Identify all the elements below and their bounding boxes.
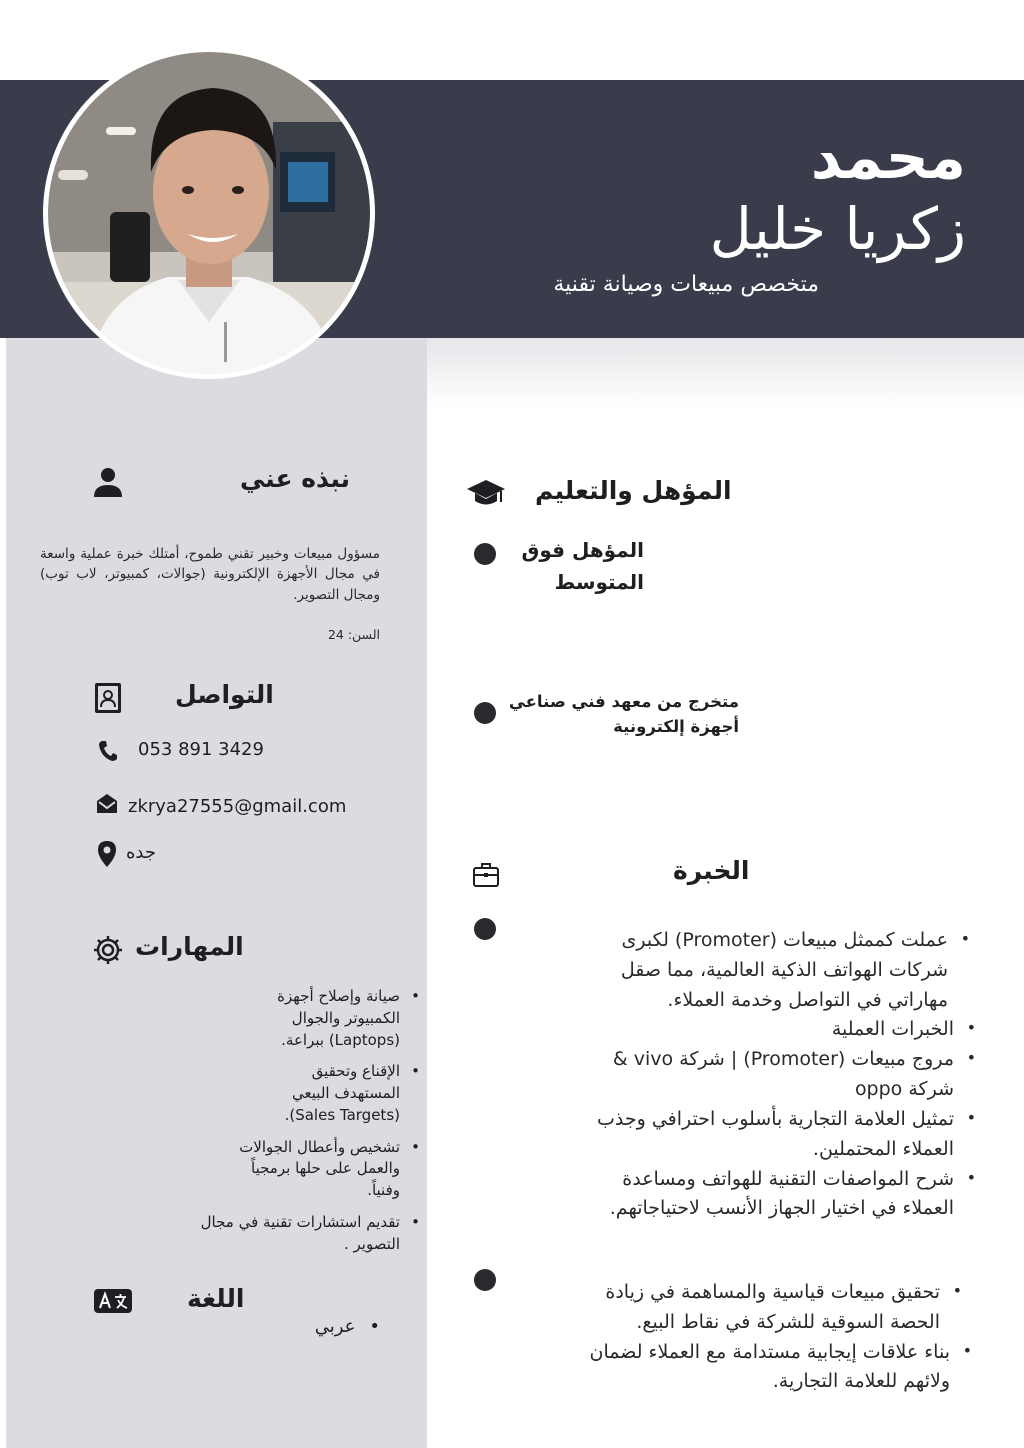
contact-title: التواصل <box>175 680 274 709</box>
translate-icon <box>93 1288 133 1316</box>
education-qualification: المؤهل فوق المتوسط <box>521 538 644 594</box>
timeline-dot <box>474 918 496 940</box>
gear-icon <box>92 934 124 966</box>
email-address[interactable]: zkrya27555@gmail.com <box>128 796 347 817</box>
left-sidebar <box>6 338 427 1448</box>
experience-item: • بناء علاقات إيجابية مستدامة مع العملاء لضمان ولائهم للعلامة التجارية. <box>550 1338 950 1398</box>
experience-list-2 <box>550 1278 950 1397</box>
phone-number[interactable]: 053 891 3429 <box>138 739 264 760</box>
experience-list-1 <box>568 926 954 1224</box>
skill-item: • الإقناع وتحقيق المستهدف البيعي (Sales Targets). <box>140 1061 400 1126</box>
skill-item: • تقديم استشارات تقنية في مجال التصوير . <box>140 1212 400 1256</box>
graduation-cap-icon <box>466 478 506 508</box>
city: جده <box>126 842 157 863</box>
skills-title: المهارات <box>135 932 244 961</box>
contact-book-icon <box>93 682 123 714</box>
timeline-dot <box>474 1269 496 1291</box>
about-text: مسؤول مبيعات وخبير تقني طموح، أمتلك خبرة عملية واسعة في مجال الأجهزة الإلكترونية (جوالات، كمبيوتر، لاب توب) ومجال التصوير. <box>40 546 380 603</box>
briefcase-icon <box>472 860 500 888</box>
skill-item: • صيانة وإصلاح أجهزة الكمبيوتر والجوال (Laptops) ببراعة. <box>140 986 400 1051</box>
experience-item: • شرح المواصفات التقنية للهواتف ومساعدة العملاء في اختيار الجهاز الأنسب لاحتياجاتهم. <box>568 1165 954 1225</box>
profile-photo <box>48 52 370 374</box>
education-title: المؤهل والتعليم <box>535 476 732 505</box>
education-institute: متخرج من معهد فني صناعي أجهزة إلكترونية <box>508 692 739 736</box>
experience-title: الخبرة <box>673 856 750 885</box>
language-item: • عربي <box>300 1316 380 1337</box>
last-name: زكريا خليل <box>709 195 966 263</box>
first-name: محمد <box>810 123 966 193</box>
experience-item: • مروج مبيعات (Promoter) | شركة vivo & شركة oppo <box>568 1045 954 1105</box>
experience-item: • تمثيل العلامة التجارية بأسلوب احترافي وجذب العملاء المحتملين. <box>568 1105 954 1165</box>
timeline-dot <box>474 543 496 565</box>
language-title: اللغة <box>187 1284 245 1313</box>
about-title: نبذه عني <box>240 464 351 493</box>
user-icon <box>92 466 124 498</box>
age: السن: 24 <box>327 627 380 642</box>
email-icon <box>95 792 119 814</box>
experience-item: • تحقيق مبيعات قياسية والمساهمة في زيادة الحصة السوقية للشركة في نقاط البيع. <box>550 1278 940 1338</box>
phone-icon <box>98 740 118 762</box>
header-shadow <box>427 338 1024 408</box>
job-title: متخصص مبيعات وصيانة تقنية <box>553 272 819 297</box>
experience-item: • عملت كممثل مبيعات (Promoter) لكبرى شركات الهواتف الذكية العالمية، مما صقل مهاراتي في التواصل وخدمة العملاء. <box>568 926 948 1015</box>
skill-item: • تشخيص وأعطال الجوالات والعمل على حلها برمجياً وفنياً. <box>140 1137 400 1202</box>
experience-item: • الخبرات العملية <box>568 1015 954 1045</box>
skills-list <box>140 986 422 1265</box>
location-pin-icon <box>97 840 117 868</box>
